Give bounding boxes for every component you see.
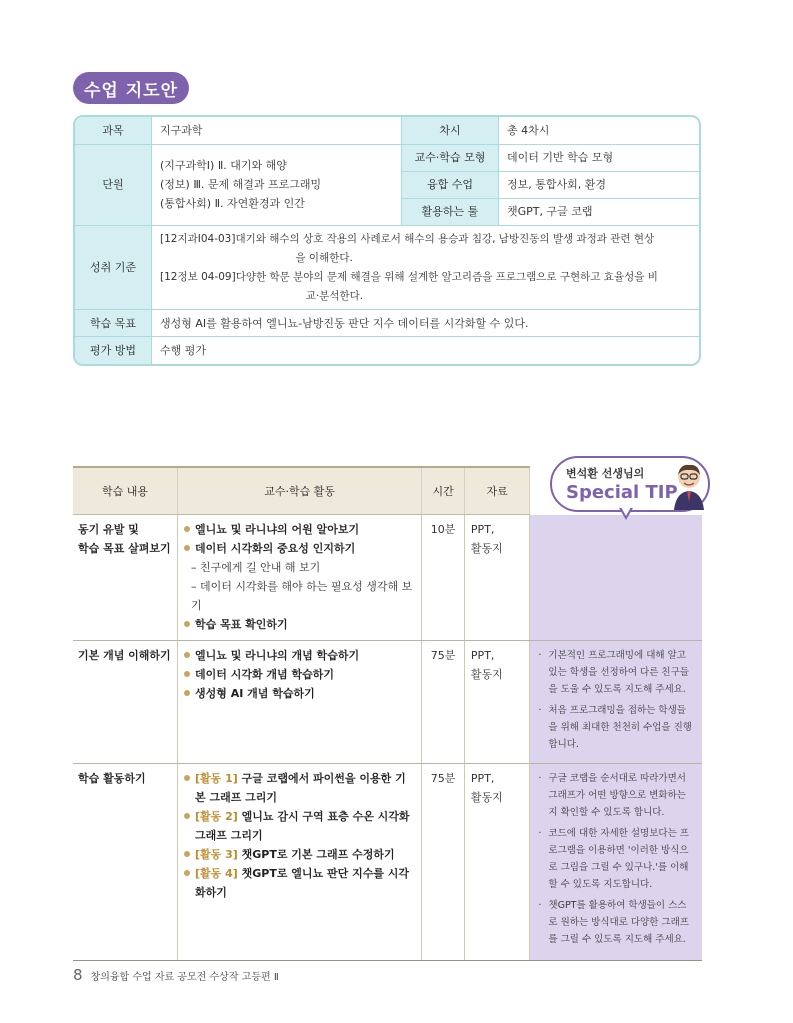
convergence-value: 정보, 통합사회, 환경	[499, 171, 700, 198]
col-header-time: 시간	[422, 467, 465, 515]
tip-item: · 구글 코랩을 순서대로 따라가면서 그래프가 어떤 방향으로 변화하는지 확인할 수 있도록 합니다.	[538, 773, 686, 818]
bubble-tail-inner	[621, 507, 631, 516]
page-footer	[73, 966, 279, 984]
standards-value	[152, 225, 700, 309]
tip-cell	[530, 764, 702, 961]
col-header-activities: 교수·학습 활동	[177, 467, 421, 515]
standard-item	[160, 230, 691, 268]
unit-line: (지구과학Ⅰ) Ⅱ. 대기와 해양	[160, 159, 287, 173]
col-header-content: 학습 내용	[73, 467, 177, 515]
activity-bullet: 학습 목표 확인하기	[184, 615, 415, 634]
tip-teacher-name: 변석환 선생님의	[566, 467, 645, 480]
lesson-plan-table	[73, 115, 701, 366]
activity-bullet: 엘니뇨 및 라니냐의 어원 알아보기	[184, 520, 415, 539]
row-activities	[177, 764, 421, 961]
section-badge: 수업 지도안	[73, 72, 189, 104]
tip-cell	[530, 641, 702, 764]
special-tip-bubble	[550, 456, 710, 512]
col-header-materials: 자료	[464, 467, 529, 515]
subject-value: 지구과학	[152, 117, 402, 144]
convergence-label: 융합 수업	[402, 171, 499, 198]
activity-bullet: [활동 1] 구글 코랩에서 파이썬을 이용한 기본 그래프 그리기	[184, 769, 415, 807]
sessions-label: 차시	[402, 117, 499, 144]
footer-title: 창의융합 수업 자료 공모전 수상작 고등편 Ⅱ	[90, 971, 279, 983]
tip-item: · 챗GPT를 활용하여 학생들이 스스로 원하는 방식대로 다양한 그래프를 그릴 수 있도록 지도해 주세요.	[538, 900, 689, 945]
tools-value: 챗GPT, 구글 코랩	[499, 198, 700, 225]
subject-label: 과목	[75, 117, 152, 144]
activity-sub: – 친구에게 길 안내 해 보기	[190, 561, 321, 574]
activity-bullet: 데이터 시각화 개념 학습하기	[184, 665, 415, 684]
unit-label: 단원	[75, 144, 152, 225]
standards-label: 성취 기준	[75, 225, 152, 309]
activity-table	[73, 466, 702, 961]
unit-line: (정보) Ⅲ. 문제 해결과 프로그래밍	[160, 178, 322, 192]
standard-code: [12정보 04-09]	[160, 270, 236, 283]
page-number: 8	[73, 966, 83, 984]
activity-bullet: [활동 4] 챗GPT로 엘니뇨 판단 지수를 시각화하기	[184, 864, 415, 902]
tip-item: · 기본적인 프로그래밍에 대해 알고 있는 학생을 선정하여 다른 친구들을 도울 수 있도록 지도해 주세요.	[538, 650, 689, 695]
row-time: 10분	[422, 515, 465, 641]
tip-item: · 처음 프로그래밍을 접하는 학생들을 위해 최대한 천천히 수업을 진행합니다.	[538, 705, 692, 750]
eval-value: 수행 평가	[152, 337, 700, 364]
row-activities	[177, 515, 421, 641]
row-content: 동기 유발 및 학습 목표 살펴보기	[73, 515, 177, 641]
tools-label: 활용하는 툴	[402, 198, 499, 225]
teacher-avatar-icon	[670, 460, 708, 510]
standard-text: 다양한 학문 분야의 문제 해결을 위해 설계한 알고리즘을 프로그램으로 구현하고 효율성을 비 교·분석한다.	[235, 270, 658, 302]
goal-value: 생성형 AI를 활용하여 엘니뇨-남방진동 판단 지수 데이터를 시각화할 수 있다.	[152, 310, 700, 337]
row-time: 75분	[422, 641, 465, 764]
goal-label: 학습 목표	[75, 310, 152, 337]
activity-bullet: [활동 2] 엘니뇨 감시 구역 표층 수온 시각화 그래프 그리기	[184, 807, 415, 845]
sessions-value: 총 4차시	[499, 117, 700, 144]
tip-cell	[530, 515, 702, 641]
unit-value	[152, 144, 402, 225]
tip-title: Special TIP	[566, 482, 678, 503]
standard-item	[160, 268, 691, 306]
standard-text: 대기와 해수의 상호 작용의 사례로서 해수의 용승과 침강, 남방진동의 발생 과정과 관련 현상 을 이해한다.	[235, 232, 655, 264]
activity-sub: – 데이터 시각화를 해야 하는 필요성 생각해 보기	[190, 580, 413, 612]
activity-bullet: 엘니뇨 및 라니냐의 개념 학습하기	[184, 646, 415, 665]
activity-bullet: 생성형 AI 개념 학습하기	[184, 684, 415, 703]
activity-bullet: [활동 3] 챗GPT로 기본 그래프 수정하기	[184, 845, 415, 864]
tip-item: · 코드에 대한 자세한 설명보다는 프로그램을 이용하면 '이러한 방식으로 그림을 그릴 수 있구나.'를 이해할 수 있도록 지도합니다.	[538, 828, 689, 890]
row-activities	[177, 641, 421, 764]
model-label: 교수·학습 모형	[402, 144, 499, 171]
standard-code: [12지과Ⅰ04-03]	[160, 232, 236, 245]
model-value: 데이터 기반 학습 모형	[499, 144, 700, 171]
row-materials: PPT, 활동지	[464, 515, 529, 641]
row-materials: PPT, 활동지	[464, 641, 529, 764]
unit-line: (통합사회) Ⅱ. 자연환경과 인간	[160, 197, 305, 211]
activity-bullet: 데이터 시각화의 중요성 인지하기	[184, 539, 415, 558]
row-content: 기본 개념 이해하기	[73, 641, 177, 764]
row-content: 학습 활동하기	[73, 764, 177, 961]
row-time: 75분	[422, 764, 465, 961]
eval-label: 평가 방법	[75, 337, 152, 364]
row-materials: PPT, 활동지	[464, 764, 529, 961]
